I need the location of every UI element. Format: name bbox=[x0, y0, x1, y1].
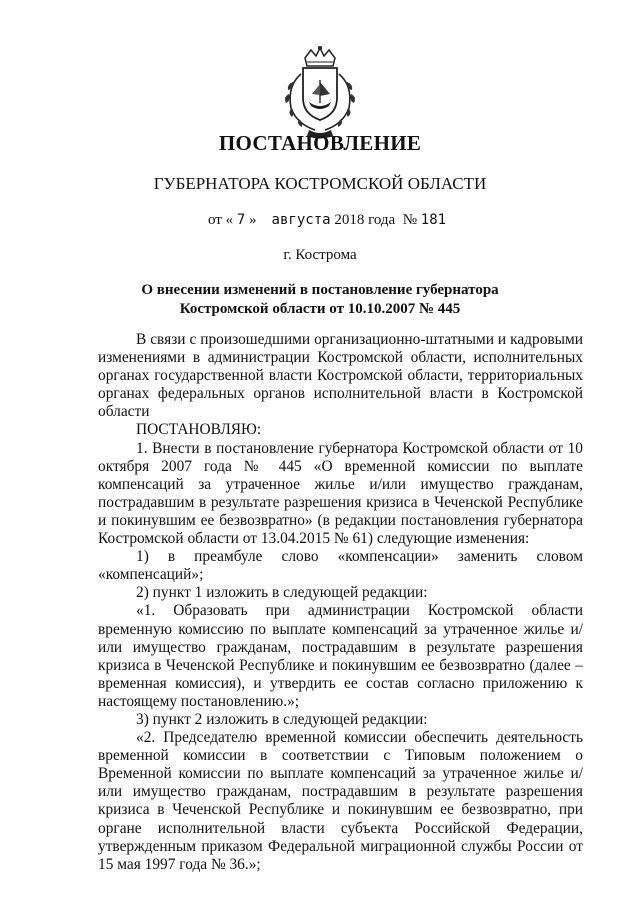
subitem-2-paragraph: 2) пункт 1 изложить в следующей редакции: bbox=[136, 584, 428, 602]
subitem-1-paragraph: 1) в преамбуле слово «компенсации» заменить словом bbox=[136, 548, 583, 566]
document-title bbox=[130, 281, 510, 319]
document-type-heading: ПОСТАНОВЛЕНИЕ bbox=[218, 131, 422, 155]
decree-word: ПОСТАНОВЛЯЮ: bbox=[136, 421, 262, 439]
title-line-2: Костромской области от 10.10.2007 № 445 bbox=[179, 301, 461, 317]
item-1-paragraph: 1. Внести в постановление губернатора Костромской области от 10 октября 2007 года № 445 «О временной комиссии по выплате компенсаций за утраченное жилье и/или имущество гражданам, пострадавшим в результате разрешения кризиса в Чеченской Республике и покинувшим ее безвозвратно» (в редакции постановления губернатора Костромской области от 13.04.2015 № 61) следующие изменения: bbox=[98, 439, 583, 548]
title-line-1: О внесении изменений в постановление губернатора bbox=[141, 282, 499, 298]
document-body bbox=[98, 331, 583, 874]
quoted-point-1-paragraph: «1. Образовать при администрации Костромской области временную комиссию по выплате компенсаций за утраченное жилье и/или имущество гражданам, пострадавшим в результате разрешения кризиса в Чеченской Республике и покинувшим ее безвозвратно (далее – временная комиссия), и утвердить ее состав согласно приложению к настоящему постановлению.»; bbox=[98, 602, 583, 710]
subitem-3-paragraph: 3) пункт 2 изложить в следующей редакции: bbox=[136, 710, 428, 728]
date-day: 7 bbox=[236, 212, 246, 228]
date-prefix: от « bbox=[208, 212, 234, 228]
number-sign: № bbox=[402, 212, 418, 228]
date-month: августа bbox=[271, 212, 331, 228]
city-label: г. Кострома bbox=[283, 247, 357, 263]
document-number: 181 bbox=[420, 212, 447, 228]
coat-of-arms-emblem bbox=[275, 46, 365, 140]
date-number-line bbox=[208, 212, 508, 229]
date-year: 2018 года bbox=[334, 212, 396, 228]
preamble-paragraph: В связи с произошедшими организационно-штатными и кадровыми изменениями в администрации Костромской области, исполнительных органах государственной власти Костромской области, территориальных органах федеральных органов исполнительной власти в Костромской области bbox=[98, 331, 583, 421]
quoted-point-2-paragraph: «2. Председателю временной комиссии обеспечить деятельность временной комиссии в соответствии с Типовым положением о Временной комиссии по выплате компенсаций за утраченное жилье и/или имущество гражданам, пострадавшим в результате разрешения кризиса в Чеченской Республике и покинувшим ее безвозвратно, при органе исполнительной власти субъекта Российской Федерации, утвержденным приказом Федеральной миграционной службы России от 15 мая 1997 года № 36.»; bbox=[98, 729, 583, 873]
subitem-1-continuation: «компенсаций»; bbox=[98, 566, 204, 584]
date-mid: » bbox=[249, 212, 257, 228]
issuer-heading: ГУБЕРНАТОРА КОСТРОМСКОЙ ОБЛАСТИ bbox=[153, 174, 487, 193]
